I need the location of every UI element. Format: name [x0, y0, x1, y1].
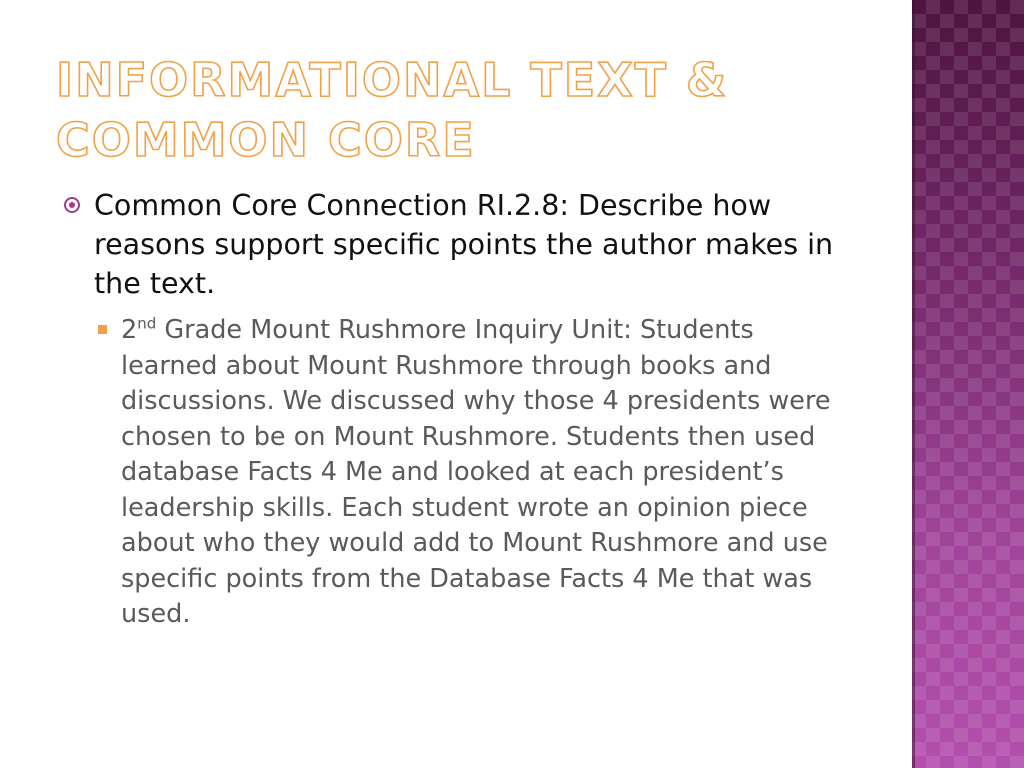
slide-body: [64, 186, 864, 633]
sub-bullet-item: [94, 313, 856, 633]
decorative-side-band: [912, 0, 1024, 768]
sub-bullet-text: Grade Mount Rushmore Inquiry Unit: Students learned about Mount Rushmore through books and discussions. We discussed why those 4 presidents were chosen to be on Mount Rushmore. Students then used database Facts 4 Me and looked at each president’s leadership skills. Each student wrote an opinion piece about who they would add to Mount Rushmore and use specific points from the Database Facts 4 Me that was used.: [121, 315, 831, 629]
grade-suffix: nd: [137, 314, 157, 333]
band-edge: [912, 0, 915, 768]
bullet-item: [64, 186, 864, 303]
slide-title: INFORMATIONAL TEXT & COMMON CORE: [56, 53, 729, 167]
diamond-pattern: [912, 0, 1024, 768]
circle-bullet-icon: [64, 197, 80, 213]
square-bullet-icon: [98, 325, 107, 334]
grade-number: 2: [121, 315, 138, 345]
bullet-text: Common Core Connection RI.2.8: Describe how reasons support specific points the author makes in the text.: [94, 189, 834, 300]
